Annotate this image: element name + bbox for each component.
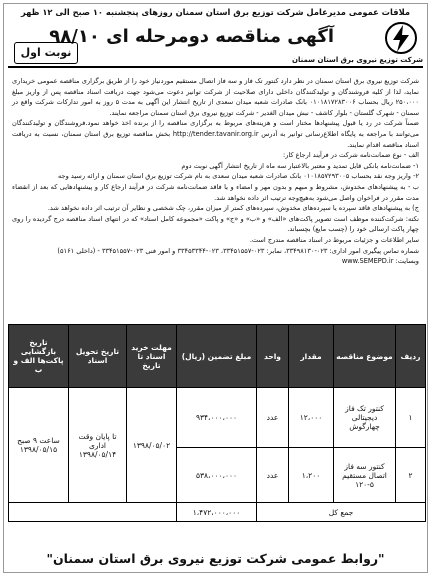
tender-table — [8, 324, 426, 522]
advertisement-page — [3, 3, 428, 573]
paragraph-tender-site: ضمناً شرکت در رد یا قبول پیشنهادها مختار است و هزینه‌های مربوط به برگزاری مناقصه را از برنده اخذ خواهد نمود.فروشندگان و تولیدکنندگان می‌توانند با مراجعه به پایگاه اطلاع‌رسانی توانیر به آدرس http://tender.tavanir.org.ir بخش مناقصه توزیع برق استان سمنان، نسبت به دریافت اسناد مناقصه اقدام نمایند. — [12, 119, 419, 149]
cell-radif: ۱ — [396, 388, 426, 448]
round-badge: نوبت اول — [14, 42, 78, 64]
total-empty-cell — [9, 503, 177, 522]
header-cell: مبلغ تضمین (ریال) — [177, 325, 257, 388]
paragraph-guarantee-2: ۲- واریز وجه نقد بحساب ۰۱۰۱۸۵۷۲۹۳۰۰۵ بانک صادرات شعبه میدان سعدی به نام شرکت توزیع برق استان سمنان و ارائه رسید وجه — [57, 172, 419, 181]
cell-quantity: ۱،۲۰۰ — [289, 448, 334, 503]
cell-radif: ۲ — [396, 448, 426, 503]
header-cell: مقدار — [289, 325, 334, 388]
paragraph-condition-c: ج) به پیشنهادهای فاقد سپرده یا سپرده‌های مخدوش، سپرده‌های کمتر از میزان مقرر، چک شخصی و نظایر آن ترتیب اثر داده نخواهد شد. — [47, 204, 419, 213]
cell-guarantee-amount: ۵۳۸،۰۰۰،۰۰۰ — [177, 448, 257, 503]
cell-unit: عدد — [257, 388, 289, 448]
cell-subject: کنتور تک فاز دیجیتالی چهارگوش — [334, 388, 396, 448]
header-cell: ردیف — [396, 325, 426, 388]
page-title: آگهی مناقصه دومرحله ای ۹۸/۱۰ — [49, 26, 334, 47]
table-row — [9, 388, 426, 448]
header-divider — [8, 66, 423, 68]
paragraph-guarantee-1: ۱- ضمانت‌نامه بانکی قابل تمدید و معتبر بالاعتبار سه ماه از تاریخ انتشار آگهی نوبت دوم — [181, 161, 419, 170]
company-name: شرکت توزیع نیروی برق استان سمنان — [292, 56, 423, 64]
cell-purchase-deadline: ۱۳۹۸/۰۵/۰۲ — [127, 388, 177, 503]
cell-subject: کنتور سه فاز اتصال مستقیم ۵-۱۲۰ — [334, 448, 396, 503]
paragraph-guarantee-heading: الف - نوع ضمانت‌نامه شرکت در فرآیند ارجاع کار: — [282, 151, 419, 160]
cell-quantity: ۱۲،۰۰۰ — [289, 388, 334, 448]
paragraph-condition-b: ب - به پیشنهادهای مخدوش، مشروط و مبهم و بدون مهر و امضاء و یا فاقد ضمانت‌نامه شرکت در فرآیند ارجاع کار و پیشنهادهایی که بعد از انقضاء مدت مقرر در فراخوان واصل می‌شود به‌هیچ‌وجه ترتیب اثر داده نخواهد شد. — [12, 182, 419, 202]
header-cell: واحد — [257, 325, 289, 388]
cell-unit: عدد — [257, 448, 289, 503]
footer-signature: "روابط عمومی شرکت توزیع نیروی برق استان سمنان" — [46, 551, 385, 566]
header-cell: تاریخ بازگشایی پاکت‌ها الف و ب — [9, 325, 69, 388]
paragraph-details: سایر اطلاعات و جزئیات مربوط در اسناد مناقصه مندرج است. — [249, 235, 419, 244]
cell-delivery-date: تا پایان وقت اداری ۱۳۹۸/۰۵/۱۴ — [69, 388, 127, 503]
paragraph-contact: شماره تماس پیگیری امور اداری: ۰۲۳-۳۳۴۹۸۱۳۰، نمابر: ۰۲۳-۳۳۴۵۱۵۵۷، ۰۲۳-۳۳۴۵۳۳۴۴ و امور فنی ۰۲۳-۳۳۴۵۱۵۵۷ - (داخلی ۵۱۶۱) — [57, 246, 419, 255]
cell-guarantee-amount: ۹۳۴،۰۰۰،۰۰۰ — [177, 388, 257, 448]
header-cell: موضوع مناقصه — [334, 325, 396, 388]
announcement-body — [12, 76, 419, 267]
header-cell: مهلت خرید اسناد تا تاریخ — [127, 325, 177, 388]
paragraph-intro: شرکت توزیع نیروی برق استان سمنان در نظر دارد کنتور تک فاز و سه فاز اتصال مستقیم موردنیاز خود را از طریق برگزاری مناقصه عمومی خریداری نماید، لذا از کلیه فروشندگان و تولیدکنندگان داخلی دارای صلاحیت از شرکت توانیر دعوت می‌شود جهت دریافت اسناد مناقصه پس از واریز مبلغ ۲۵۰،۰۰۰ ریال بحساب ۰۱۰۱۸۱۷۲۸۳۰۰۶ بانک صادرات شعبه میدان سعدی از تاریخ انتشار این آگهی به مدت ۵ روز به امور تدارکات شرکت واقع در سمنان - شهرک گلستان - بلوار کاشف - نبش میدان الغدیر - شرکت توزیع نیروی برق استان سمنان مراجعه نمایند. — [12, 77, 419, 117]
paragraph-note: نکته: شرکت‌کننده موظف است تصویر پاکت‌های «الف» و «ب» و «ج» و پاکت «مجموعه کامل اسناد» که در انتهای اسناد مناقصه درج گردیده را روی چهار پاکت ارسالی خود را (چسب مایع) بچسباند. — [12, 214, 419, 234]
table-total-row — [9, 503, 426, 522]
top-note: ملاقات عمومی مدیرعامل شرکت توزیع برق استان سمنان روزهای پنجشنبه ۱۰ صبح الی ۱۲ ظهر — [20, 7, 411, 17]
cell-opening-date: ساعت ۹ صبح ۱۳۹۸/۰۵/۱۵ — [9, 388, 69, 503]
paragraph-website[interactable]: وبسایت: www.SEMEPD.ir — [341, 257, 419, 266]
table-header-row — [9, 325, 426, 388]
company-logo-icon — [381, 20, 421, 58]
total-amount: ۱،۴۷۲،۰۰۰،۰۰۰ — [177, 503, 257, 522]
total-label: جمع کل — [257, 503, 426, 522]
header-cell: تاریخ تحویل اسناد — [69, 325, 127, 388]
